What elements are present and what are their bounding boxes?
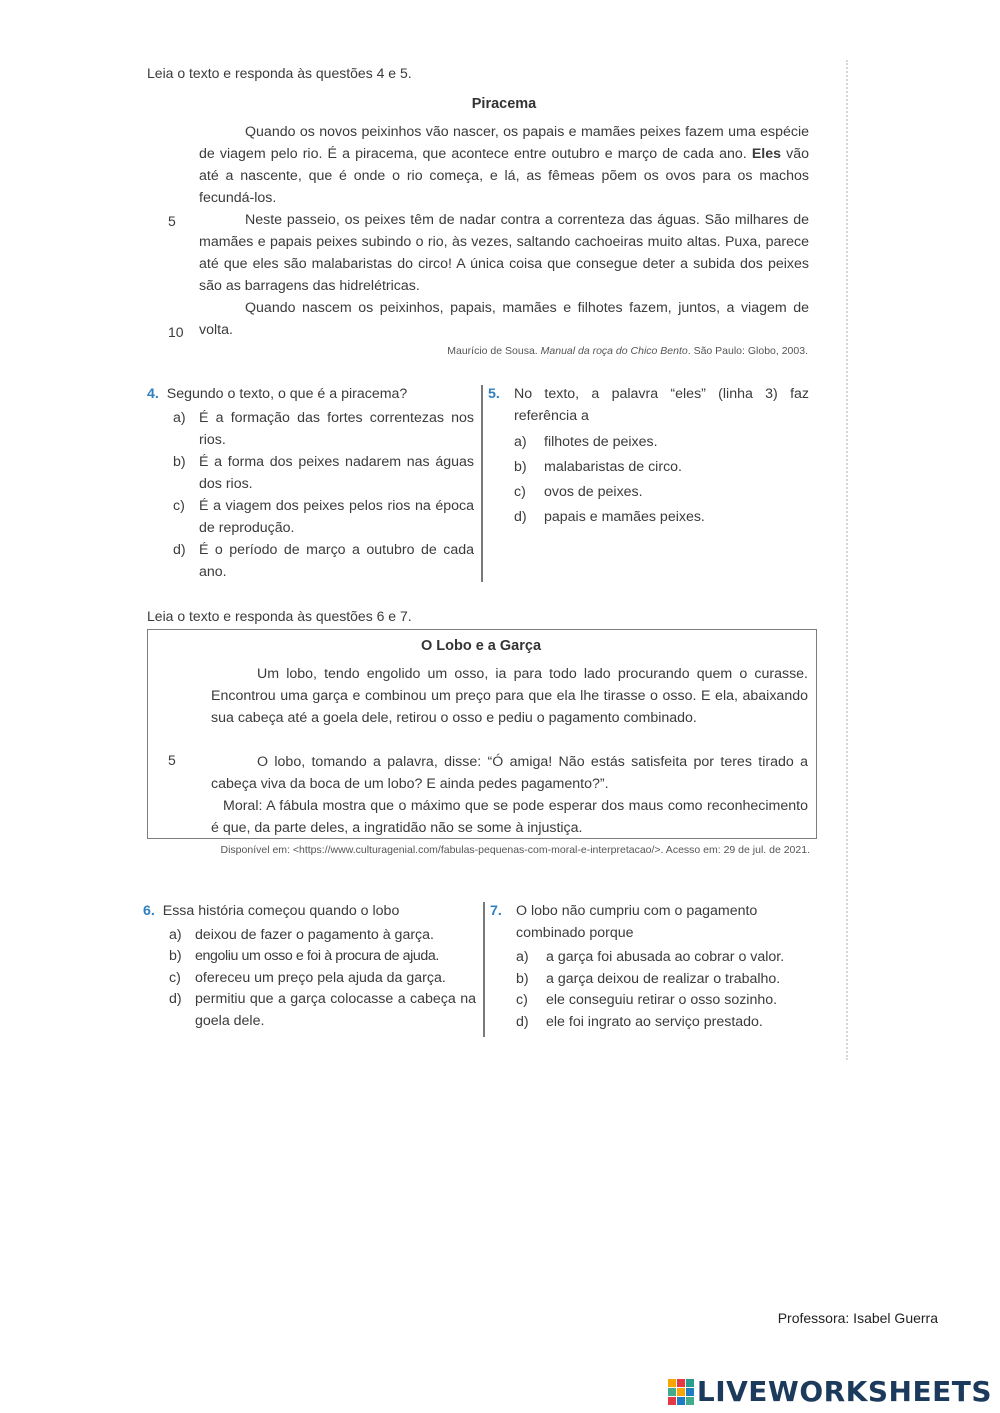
column-divider-2	[483, 902, 485, 1037]
q6-option-a[interactable]: a) deixou de fazer o pagamento à garça.	[169, 926, 434, 943]
q7-option-c[interactable]: c) ele conseguiu retirar o osso sozinho.	[516, 992, 778, 1008]
question-4	[147, 383, 474, 583]
question-7	[490, 901, 810, 1033]
fable-paragraph-1: Um lobo, tendo engolido um osso, ia para todo lado procurando quem o curasse. Encontrou uma garça e combinou um preço para que ela lhe tirasse o osso. E ela, abaixando sua cabeça até a goela dele, retirou o osso e pediu o pagamento combinado.	[211, 666, 808, 726]
question-6-number: 6.	[143, 903, 155, 919]
q5-option-c[interactable]: c) ovos de peixes.	[514, 484, 643, 500]
q5-option-a[interactable]: a) filhotes de peixes.	[514, 434, 658, 450]
question-5	[488, 383, 809, 530]
question-5-number: 5.	[488, 386, 500, 402]
section2-intro: Leia o texto e responda às questões 6 e 7.	[147, 608, 412, 624]
q6-option-c[interactable]: c) ofereceu um preço pela ajuda da garça.	[169, 969, 446, 986]
line-number-5: 5	[168, 213, 176, 229]
piracema-paragraph-2: Neste passeio, os peixes têm de nadar contra a correnteza das águas. São milhares de mamães e papais peixes subindo o rio, às vezes, saltando cachoeiras muito altas. Puxa, parece até que eles são malabaristas do circo! A única coisa que consegue deter a subida dos peixes são as barragens das hidrelétricas.	[199, 212, 809, 294]
liveworksheets-icon	[668, 1379, 694, 1405]
piracema-paragraph-3: Quando nascem os peixinhos, papais, mamães e filhotes fazem, juntos, a viagem de volta.	[199, 300, 809, 338]
q5-option-b[interactable]: b) malabaristas de circo.	[514, 459, 682, 475]
question-7-text: O lobo não cumpriu com o pagamento combinado porque	[516, 903, 758, 941]
question-5-text: No texto, a palavra “eles” (linha 3) faz referência a	[514, 386, 809, 424]
p1-bold-eles: Eles	[751, 146, 781, 162]
column-divider-1	[481, 385, 483, 582]
brand-logo[interactable]	[668, 1375, 992, 1408]
fable-paragraph-2: O lobo, tomando a palavra, disse: “Ó amiga! Não estás satisfeita por teres tirado a cabeça viva da boca de um lobo? E ainda pedes pagamento?”.	[211, 754, 808, 792]
q5-option-d[interactable]: d) papais e mamães peixes.	[514, 509, 705, 525]
fable-source: Disponível em: <https://www.culturagenial.com/fabulas-pequenas-com-moral-e-interpretacao/>. Acesso em: 29 de jul. de 2021.	[220, 844, 810, 856]
question-7-number: 7.	[490, 903, 502, 919]
q7-option-b[interactable]: b) a garça deixou de realizar o trabalho.	[516, 970, 781, 987]
q4-option-b[interactable]: b) É a forma dos peixes nadarem nas águas dos rios.	[173, 454, 474, 492]
margin-line	[846, 60, 848, 1060]
q4-option-d[interactable]: d) É o período de março a outubro de cada ano.	[173, 542, 474, 580]
piracema-source: Maurício de Sousa. Manual da roça do Chico Bento. São Paulo: Globo, 2003.	[447, 345, 808, 357]
teacher-name: Professora: Isabel Guerra	[777, 1310, 938, 1326]
line-number-10: 10	[168, 324, 184, 340]
question-4-number: 4.	[147, 386, 159, 402]
brand-text: LIVEWORKSHEETS	[696, 1375, 992, 1408]
fable-line-number-5: 5	[168, 752, 176, 768]
q6-option-d[interactable]: d) permitiu que a garça colocasse a cabeça na goela dele.	[169, 991, 476, 1029]
q4-option-c[interactable]: c) É a viagem dos peixes pelos rios na época de reprodução.	[173, 498, 474, 536]
section1-intro: Leia o texto e responda às questões 4 e 5.	[147, 65, 412, 81]
q7-option-d[interactable]: d) ele foi ingrato ao serviço prestado.	[516, 1013, 763, 1030]
source-book-title: Manual da roça do Chico Bento	[540, 345, 688, 357]
piracema-paragraph-1	[199, 121, 809, 209]
q4-option-a[interactable]: a) É a formação das fortes correntezas nos rios.	[173, 410, 474, 448]
p1-part-a: Quando os novos peixinhos vão nascer, os papais e mamães peixes fazem uma espécie de viagem pelo rio. É a piracema, que acontece entre outubro e março de cada ano.	[199, 124, 809, 162]
question-4-text: Segundo o texto, o que é a piracema?	[166, 386, 408, 402]
question-6	[143, 901, 476, 1032]
fable-title: O Lobo e a Garça	[420, 638, 542, 654]
q7-option-a[interactable]: a) a garça foi abusada ao cobrar o valor.	[516, 949, 785, 965]
q6-option-b[interactable]: b) engoliu um osso e foi à procura de ajuda.	[169, 948, 439, 964]
fable-moral: Moral: A fábula mostra que o máximo que se pode esperar dos maus como reconhecimento é que, da parte deles, a ingratidão não se some à injustiça.	[211, 798, 808, 836]
p1-part-b: vão até a nascente, que é onde o rio começa, e lá, as fêmeas põem os ovos para os machos fecundá-los.	[199, 146, 809, 206]
piracema-title: Piracema	[471, 96, 537, 112]
question-6-text: Essa história começou quando o lobo	[162, 903, 400, 919]
